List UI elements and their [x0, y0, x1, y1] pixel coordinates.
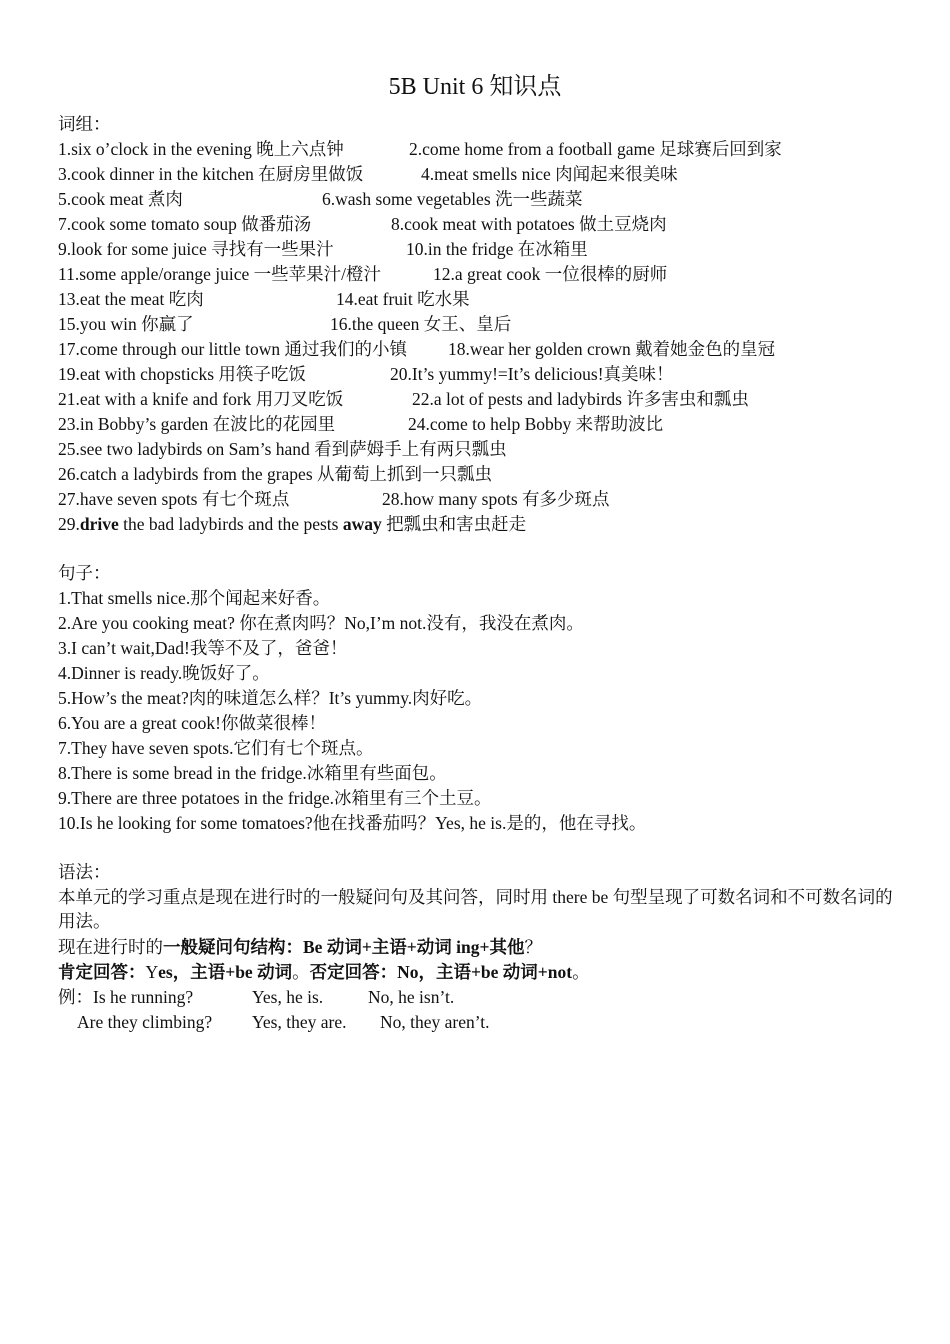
phrase-row: [58, 487, 610, 511]
answer-text: 。: [572, 962, 590, 982]
phrase-item: 24.come to help Bobby 来帮助波比: [408, 414, 664, 434]
phrase-row: [58, 262, 668, 286]
phrase-row: [58, 337, 776, 361]
phrase-text: the bad ladybirds and the pests: [118, 514, 343, 534]
sentence-item: 5.How’s the meat?肉的味道怎么样？It’s yummy.肉好吃。: [58, 688, 483, 708]
answer-text: 。: [292, 962, 310, 982]
answer-text: Y: [145, 962, 159, 982]
example-no: No, they aren’t.: [380, 1012, 490, 1032]
grammar-text: 现在进行时的: [58, 937, 163, 957]
sentence-item: 6.You are a great cook!你做菜很棒！: [58, 713, 326, 733]
phrase-row: [58, 187, 583, 211]
example-yes: Yes, they are.: [252, 1012, 347, 1032]
example-label: 例：: [58, 987, 93, 1007]
phrase-row: [58, 412, 664, 436]
phrase-item: 14.eat fruit 吃水果: [336, 289, 470, 309]
sentence-item: 4.Dinner is ready.晚饭好了。: [58, 663, 270, 683]
phrase-row: [58, 237, 588, 261]
grammar-answers: [58, 960, 590, 984]
phrase-item: 12.a great cook 一位很棒的厨师: [433, 264, 668, 284]
phrase-item: 25.see two ladybirds on Sam’s hand 看到萨姆手上有两只瓢虫: [58, 439, 507, 459]
phrase-item: 11.some apple/orange juice 一些苹果汁/橙汁: [58, 264, 382, 284]
phrase-number: 29.: [58, 514, 80, 534]
phrase-item: 10.in the fridge 在冰箱里: [406, 239, 588, 259]
phrase-row: [58, 387, 749, 411]
phrase-item: 16.the queen 女王、皇后: [330, 314, 512, 334]
example-yes: Yes, he is.: [252, 987, 324, 1007]
phrase-row: [58, 437, 507, 461]
answer-formula: es，主语+be 动词: [158, 962, 293, 982]
sentence-item: 10.Is he looking for some tomatoes?他在找番茄吗？Yes, he is.是的，他在寻找。: [58, 813, 647, 833]
phrase-row: [58, 137, 782, 161]
phrase-bold-word: away: [342, 514, 382, 534]
phrase-row-last: [58, 512, 526, 536]
sentence-item: 3.I can’t wait,Dad!我等不及了，爸爸！: [58, 638, 348, 658]
phrase-item: 5.cook meat 煮肉: [58, 189, 183, 209]
grammar-structure-formula: 一般疑问句结构：Be 动词+主语+动词 ing+其他: [163, 937, 525, 957]
phrase-item: 21.eat with a knife and fork 用刀叉吃饭: [58, 389, 344, 409]
phrase-row: [58, 212, 667, 236]
phrase-item: 15.you win 你赢了: [58, 314, 194, 334]
grammar-intro: 本单元的学习重点是现在进行时的一般疑问句及其问答，同时用 there be 句型呈现了可数名词和不可数名词的用法。: [58, 887, 893, 931]
answer-formula: 否定回答：No，主语+be 动词+not: [309, 962, 573, 982]
phrase-item: 2.come home from a football game 足球赛后回到家: [409, 139, 782, 159]
phrase-bold-word: drive: [79, 514, 119, 534]
phrase-item: 19.eat with chopsticks 用筷子吃饭: [58, 364, 306, 384]
phrases-heading: 词组：: [58, 114, 111, 134]
sentence-item: 7.They have seven spots.它们有七个斑点。: [58, 738, 374, 758]
phrase-item: 18.wear her golden crown 戴着她金色的皇冠: [448, 339, 776, 359]
example-no: No, he isn’t.: [368, 987, 455, 1007]
sentence-item: 2.Are you cooking meat? 你在煮肉吗？No,I’m not.没有，我没在煮肉。: [58, 613, 584, 633]
phrase-item: 17.come through our little town 通过我们的小镇: [58, 339, 407, 359]
example-question: Is he running?: [93, 987, 194, 1007]
grammar-example: [58, 985, 455, 1009]
grammar-text: ？: [524, 937, 542, 957]
sentences-heading: 句子：: [58, 563, 111, 583]
phrase-row: [58, 162, 678, 186]
page-title: 5B Unit 6 知识点: [388, 74, 562, 100]
sentence-item: 1.That smells nice.那个闻起来好香。: [58, 588, 331, 608]
phrase-item: 6.wash some vegetables 洗一些蔬菜: [322, 189, 583, 209]
phrase-row: [58, 462, 492, 486]
phrase-row: [58, 287, 470, 311]
phrase-item: 7.cook some tomato soup 做番茄汤: [58, 214, 312, 234]
sentence-item: 9.There are three potatoes in the fridge.冰箱里有三个土豆。: [58, 788, 492, 808]
example-question: Are they climbing?: [77, 1012, 213, 1032]
phrase-row: [58, 312, 512, 336]
phrase-text: 把瓢虫和害虫赶走: [381, 514, 527, 534]
grammar-structure: [58, 935, 542, 959]
phrase-item: 27.have seven spots 有七个斑点: [58, 489, 290, 509]
phrase-item: 8.cook meat with potatoes 做土豆烧肉: [391, 214, 667, 234]
phrase-item: 23.in Bobby’s garden 在波比的花园里: [58, 414, 336, 434]
phrase-row: [58, 362, 674, 386]
sentence-item: 8.There is some bread in the fridge.冰箱里有些面包。: [58, 763, 447, 783]
phrase-item: 4.meat smells nice 肉闻起来很美味: [421, 164, 678, 184]
phrase-item: 3.cook dinner in the kitchen 在厨房里做饭: [58, 164, 364, 184]
phrase-item: 28.how many spots 有多少斑点: [382, 489, 610, 509]
answer-label: 肯定回答：: [58, 962, 146, 982]
phrase-item: 26.catch a ladybirds from the grapes 从葡萄上抓到一只瓢虫: [58, 464, 493, 484]
phrase-item: 13.eat the meat 吃肉: [58, 289, 204, 309]
phrase-item: 22.a lot of pests and ladybirds 许多害虫和瓢虫: [412, 389, 749, 409]
phrase-item: 1.six o’clock in the evening 晚上六点钟: [58, 139, 344, 159]
phrase-item: 9.look for some juice 寻找有一些果汁: [58, 239, 334, 259]
grammar-heading: 语法：: [58, 862, 111, 882]
phrase-item: 20.It’s yummy!=It’s delicious!真美味！: [390, 364, 674, 384]
